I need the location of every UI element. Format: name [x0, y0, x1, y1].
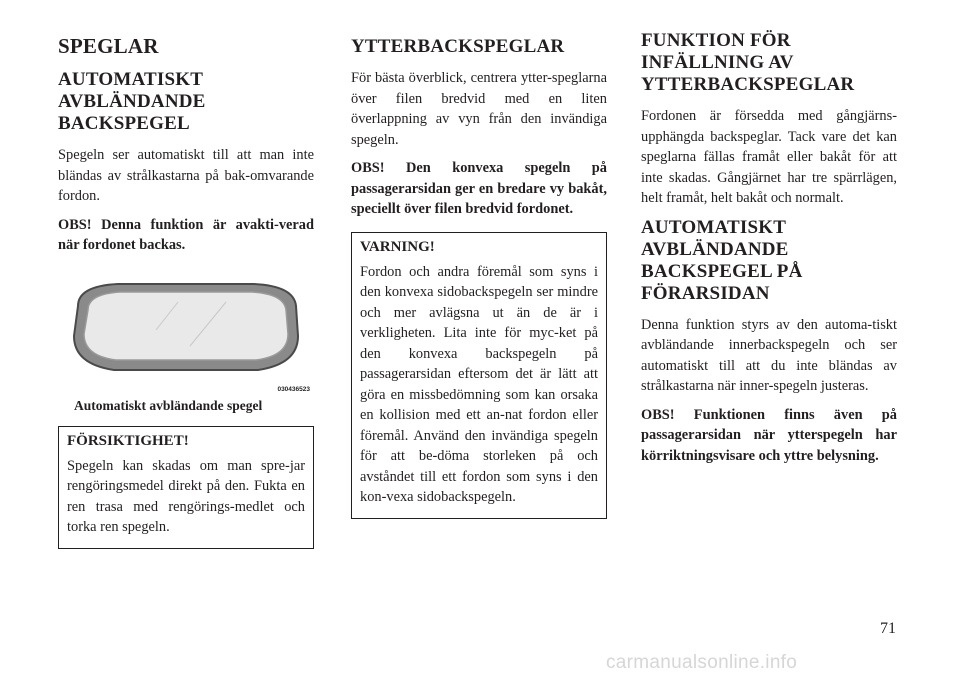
- paragraph-fold-mirrors: Fordonen är försedda med gångjärns-upphängda backspeglar. Tack vare det kan speglarna fällas framåt eller bakåt för att inte skadas. Gångjärnet har tre spärrlägen, helt framåt, helt bakåt och normalt.: [641, 108, 897, 206]
- section-title: SPEGLAR: [58, 34, 159, 58]
- watermark: carmanualsonline.info: [606, 652, 798, 673]
- warning-text: Fordon och andra föremål som syns i den konvexa sidobackspegeln ser mindre och mer avlägsna ut än de är i verkligheten. Lita inte för myc-ket på den konvexa backspegeln på passagerarsidan eftersom det är lätt att göra en missbedömning som kan orsaka en kollision med ett an-nat fordon eller föremål. Använd den invändiga spegeln för att be-döma storleken på och avståndet till ett fordon som syns i den kon-vexa sidobackspegeln.: [360, 263, 598, 505]
- mirror-figure: [58, 272, 314, 414]
- caution-text: Spegeln kan skadas om man spre-jar rengöringsmedel direkt på den. Fukta en ren trasa med rengörings-medlet och torka ren spegeln.: [67, 457, 305, 535]
- caution-title: FÖRSIKTIGHET!: [67, 432, 189, 449]
- column-3: [641, 30, 897, 474]
- column-2: [351, 30, 607, 519]
- caution-box: [58, 426, 314, 549]
- column-1: [58, 30, 314, 549]
- paragraph-auto-dimming: Spegeln ser automatiskt till att man inte bländas av strålkastarna på bak-omvarande fordon.: [58, 147, 314, 204]
- rearview-mirror-icon: [58, 272, 314, 392]
- heading-driver-auto-dimming: AUTOMATISKT AVBLÄNDANDE BACKSPEGEL PÅ FÖRARSIDAN: [641, 216, 803, 304]
- heading-fold-mirrors: FUNKTION FÖR INFÄLLNING AV YTTERBACKSPEGLAR: [641, 30, 855, 95]
- heading-auto-dimming-mirror: AUTOMATISKT AVBLÄNDANDE BACKSPEGEL: [58, 69, 206, 134]
- note-convex-mirror: OBS! Den konvexa spegeln på passagerarsidan ger en bredare vy bakåt, speciellt över filen bredvid fordonet.: [351, 160, 607, 217]
- note-passenger-side: OBS! Funktionen finns även på passagerarsidan när ytterspegeln har körriktningsvisare och yttre belysning.: [641, 406, 897, 464]
- warning-box: [351, 232, 607, 519]
- paragraph-outside-mirrors: För bästa överblick, centrera ytter-speglarna över filen bredvid med en liten överlappning av vyn från den invändiga spegeln.: [351, 70, 607, 148]
- figure-code: 030436523: [277, 385, 310, 393]
- figure-caption: Automatiskt avbländande spegel: [74, 397, 263, 413]
- heading-outside-mirrors: YTTERBACKSPEGLAR: [351, 36, 565, 57]
- warning-title: VARNING!: [360, 238, 435, 255]
- paragraph-driver-auto-dimming: Denna funktion styrs av den automa-tiskt avbländande innerbackspegeln och ser automatiskt till att du inte bländas av strålkastarna när inner-spegeln justeras.: [641, 316, 897, 394]
- page-number: 71: [880, 620, 896, 637]
- note-reverse: OBS! Denna funktion är avakti-verad när fordonet backas.: [58, 216, 314, 253]
